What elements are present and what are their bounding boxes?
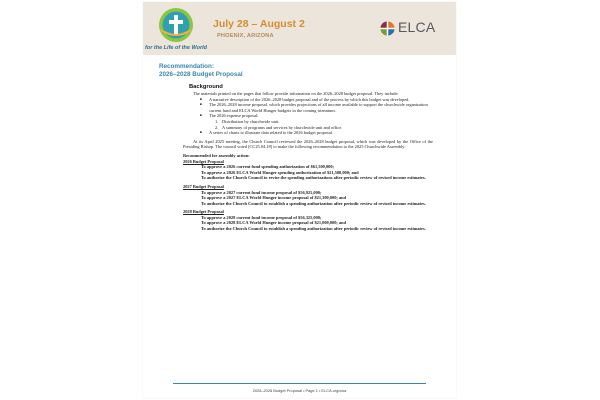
recommendation-heading: Recommended for assembly action: xyxy=(183,152,250,158)
list-item: 1. Distribution by churchwide unit. xyxy=(215,118,280,124)
list-item: ■ A narrative description of the 2026–2028 budget proposal and of the process by which this budget was developed. xyxy=(209,97,433,103)
budget-2027-line-2: To approve a 2027 ELCA World Hunger income proposal of $21,300,000; and xyxy=(201,195,347,201)
budget-2028-line-3: To authorize the Church Council to establish a spending authorization after periodic review of revised income estimates. xyxy=(201,226,426,232)
council-paragraph: At its April 2025 meeting, the Church Council reviewed the 2026–2028 budget proposal, which was developed by the Office of the Presiding Bishop. The council voted [CC25.04.18] to make the following recommendation to the 2025 Churchwide Assembly: xyxy=(183,138,433,150)
assembly-cross-logo-icon xyxy=(145,4,207,54)
footer-divider xyxy=(173,383,426,384)
budget-2026-title: 2026 Budget Proposal xyxy=(183,158,224,164)
list-item: ■ A series of charts to illustrate data related to the 2026 budget proposal. xyxy=(209,130,433,136)
list-item xyxy=(209,113,433,130)
budget-2028-line-2: To approve a 2028 ELCA World Hunger income proposal of $21,000,000; and xyxy=(201,220,347,226)
budget-2026-line-3: To authorize the Church Council to revise the spending authorizations after periodic review of revised income estimates. xyxy=(201,175,426,181)
assembly-location: PHOENIX, ARIZONA xyxy=(217,33,274,39)
budget-2027-block xyxy=(183,184,433,206)
budget-2027-line-1: To approve a 2027 current fund income proposal of $56,925,000; xyxy=(201,189,322,195)
elca-logo-icon xyxy=(380,21,395,36)
budget-2028-line-1: To approve a 2028 current fund income proposal of $56,325,000; xyxy=(201,214,322,220)
list-item: 2. A summary of programs and services by churchwide unit and office. xyxy=(215,124,343,130)
budget-2026-line-1: To approve a 2026 current fund spending authorization of $61,500,000; xyxy=(201,164,334,170)
page-title-line2: 2026–2028 Budget Proposal xyxy=(159,71,243,78)
elca-wordmark: ELCA xyxy=(398,19,436,35)
background-intro: The materials printed on the pages that follow provide information on the 2026–2028 budget proposal. They include: xyxy=(193,91,399,96)
background-list xyxy=(183,97,433,136)
expense-bullet-label: The 2026 expense proposal: xyxy=(209,113,259,119)
background-heading: Background xyxy=(189,84,223,90)
budget-2027-line-3: To authorize the Church Council to establish a spending authorization after periodic review of revised income estimates. xyxy=(201,200,426,206)
assembly-logo-text: for the Life of the World xyxy=(145,45,207,51)
expense-sublist xyxy=(209,119,433,130)
assembly-dates: July 28 – August 2 xyxy=(213,18,305,30)
assembly-banner xyxy=(143,2,456,55)
budget-2026-line-2: To approve a 2026 ELCA World Hunger spending authorization of $21,500,000; and xyxy=(201,169,359,175)
budget-2026-block xyxy=(183,159,433,181)
budget-2028-title: 2028 Budget Proposal xyxy=(183,209,224,215)
document-body xyxy=(183,84,433,232)
page-title xyxy=(159,63,243,79)
budget-2027-title: 2027 Budget Proposal xyxy=(183,183,224,189)
list-item: ■ The 2026–2028 income proposal, which provides projections of all income available to support the churchwide organization current fund and ELCA World Hunger budgets in the coming triennium. xyxy=(209,102,433,113)
budget-2028-block xyxy=(183,209,433,231)
page-title-line1: Recommendation: xyxy=(159,63,214,70)
document-page xyxy=(143,2,456,398)
page-footer: 2026–2028 Budget Proposal • Page 1 • ELCA.org/cwa xyxy=(252,388,347,393)
